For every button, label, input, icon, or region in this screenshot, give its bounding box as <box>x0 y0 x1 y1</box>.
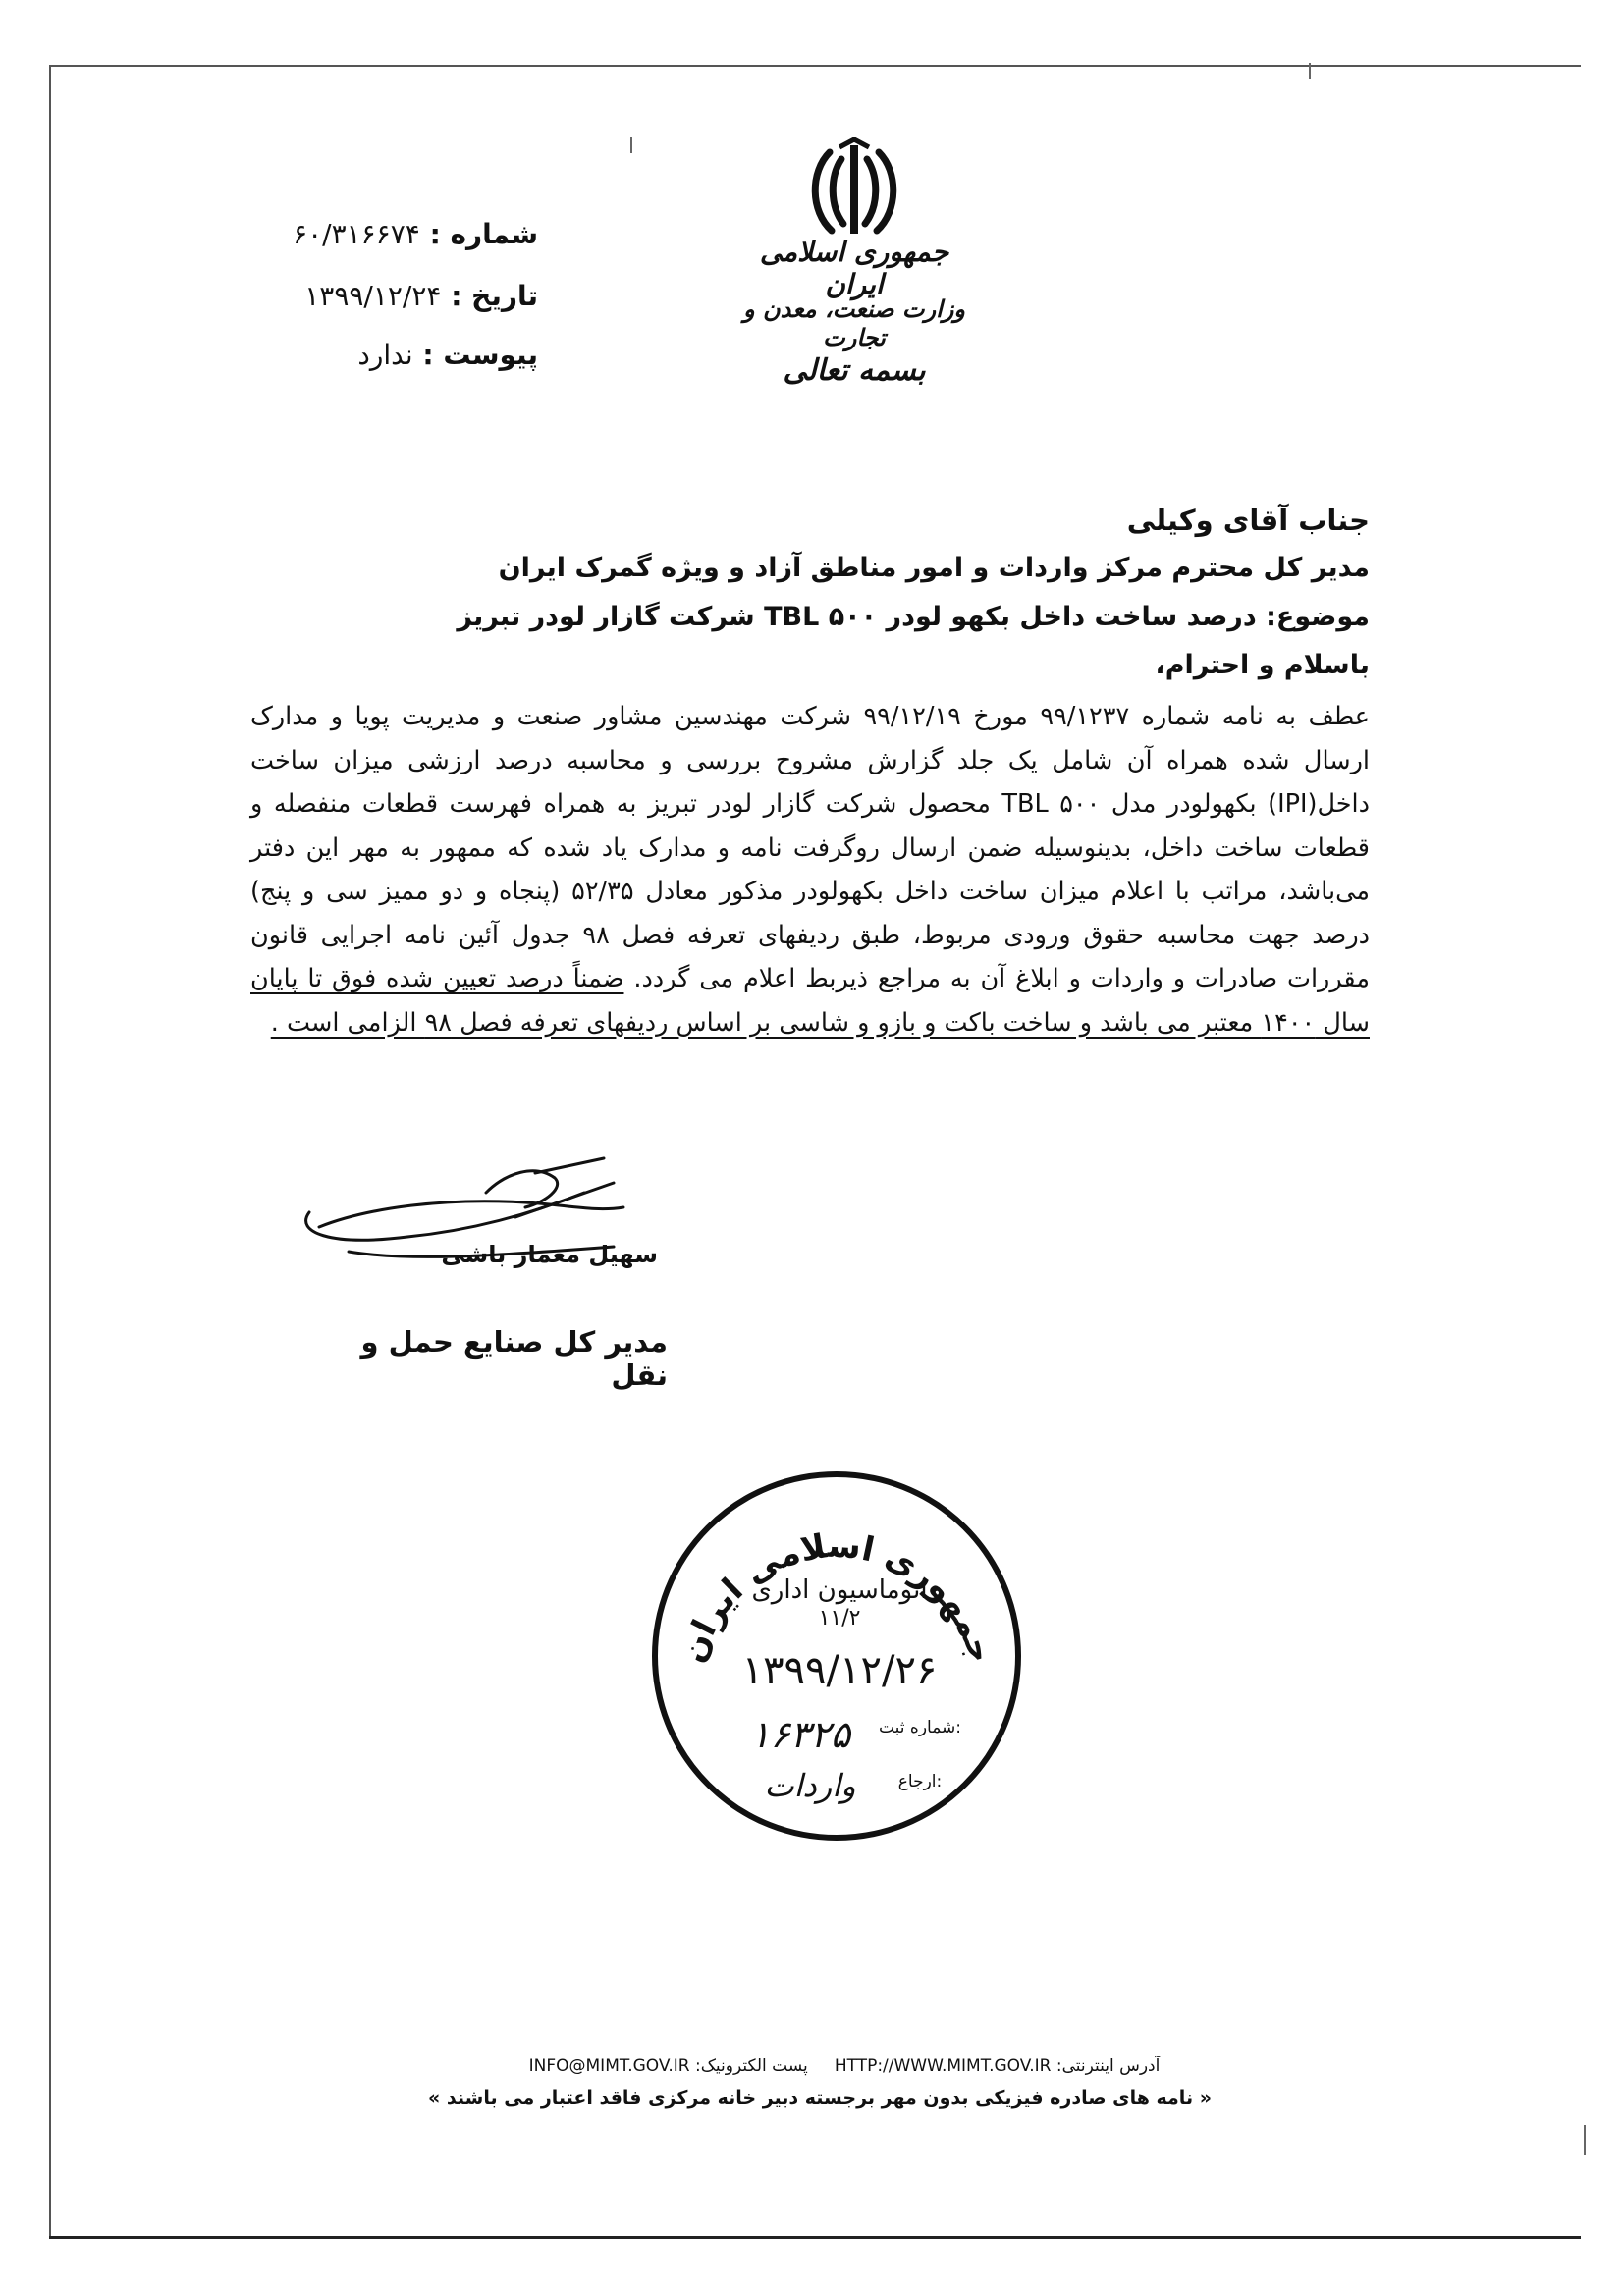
greeting: باسلام و احترام، <box>1155 650 1370 680</box>
signatory-title: مدیر کل صنایع حمل و نقل <box>360 1325 668 1392</box>
attachment-value: ندارد <box>357 339 413 371</box>
email-label: پست الکترونیک: <box>694 2056 808 2076</box>
recipient-position: مدیر کل محترم مرکز واردات و امور مناطق آزاد و ویژه گمرک ایران <box>498 553 1370 583</box>
email-address: INFO@MIMT.GOV.IR <box>528 2056 690 2076</box>
scan-mark <box>1309 63 1311 79</box>
stamp-referral-label: ارجاع: <box>897 1772 943 1791</box>
scan-mark <box>1584 2125 1586 2155</box>
stamp-ring-text: جمهوری اسلامی ایران <box>673 1525 1001 1668</box>
letter-subject: موضوع: درصد ساخت داخل بکهو لودر TBL ۵۰۰ شرکت گازار لودر تبریز <box>457 602 1370 632</box>
invocation: بسمه تعالی <box>783 353 926 388</box>
website-address: HTTP://WWW.MIMT.GOV.IR <box>834 2056 1052 2076</box>
signatory-name: سهیل معمار باشی <box>441 1241 658 1268</box>
letter-number <box>224 218 538 250</box>
stamp-dept: اتوماسیون اداری <box>751 1575 928 1605</box>
page-border-left <box>49 65 51 2238</box>
letter-body <box>250 695 1370 1044</box>
letter-date <box>224 280 538 312</box>
office-stamp <box>643 1463 1031 1850</box>
stamp-number-label: شماره ثبت: <box>878 1718 962 1737</box>
stamp-number-value: ۱۶۳۲۵ <box>749 1713 851 1756</box>
footer-contacts <box>491 2056 1198 2076</box>
stamp-referral-value: واردات <box>764 1767 856 1804</box>
stamp-code: ۱۱/۲ <box>818 1606 861 1630</box>
handwritten-signature <box>290 1153 653 1301</box>
body-paragraph: عطف به نامه شماره ۹۹/۱۲۳۷ مورخ ۹۹/۱۲/۱۹ شرکت مهندسین مشاور صنعت و مدیریت پویا و مدارک ارسال شده همراه آن شامل یک جلد گزارش مشروح بررسی و محاسبه درصد ارزشی میزان ساخت داخل(IPI) بکهولودر مدل TBL ۵۰۰ محصول شرکت گازار لودر تبریز به همراه فهرست قطعات منفصله و قطعات ساخت داخل، بدینوسیله ضمن ارسال روگرفت نامه و مدارک یاد شده که ممهور به مهر این دفتر می‌باشد، مراتب با اعلام میزان ساخت داخل بکهولودر مذکور معادل ۵۲/۳۵ (پنجاه و دو ممیز سی و پنج) درصد جهت محاسبه حقوق ورودی مربوط، طبق ردیفهای تعرفه فصل ۹۸ جدول آئین نامه اجرایی قانون مقررات صادرات و واردات و ابلاغ آن به مراجع ذیربط اعلام می گردد. <box>250 702 1370 993</box>
number-value: ۶۰/۳۱۶۶۷۴ <box>293 218 420 250</box>
org-ministry: وزارت صنعت، معدن و تجارت <box>743 294 965 351</box>
date-value: ۱۳۹۹/۱۲/۲۴ <box>304 280 442 312</box>
stamp-date: ۱۳۹۹/۱۲/۲۶ <box>741 1648 938 1693</box>
iran-emblem-icon <box>800 137 908 245</box>
scan-mark <box>630 137 632 153</box>
page-border-bottom <box>49 2236 1581 2239</box>
letter-attachment <box>224 339 538 371</box>
body-underlined-note: ضمناً درصد تعیین شده فوق تا پایان سال ۱۴۰۰ معتبر می باشد و ساخت باکت و بازو و شاسی بر اساس ردیفهای تعرفه فصل ۹۸ الزامی است . <box>250 964 1370 1038</box>
date-label: تاریخ : <box>451 280 538 312</box>
page-border-top <box>49 65 1581 67</box>
footer-notice: « نامه های صادره فیزیکی بدون مهر برجسته دبیر خانه مرکزی فاقد اعتبار می باشند » <box>428 2087 1212 2109</box>
attachment-label: پیوست : <box>422 339 538 371</box>
number-label: شماره : <box>429 218 538 250</box>
website-label: آدرس اینترنتی: <box>1055 2056 1161 2076</box>
recipient-name: جناب آقای وکیلی <box>1126 504 1370 537</box>
org-country: جمهوری اسلامی ایران <box>759 236 949 300</box>
